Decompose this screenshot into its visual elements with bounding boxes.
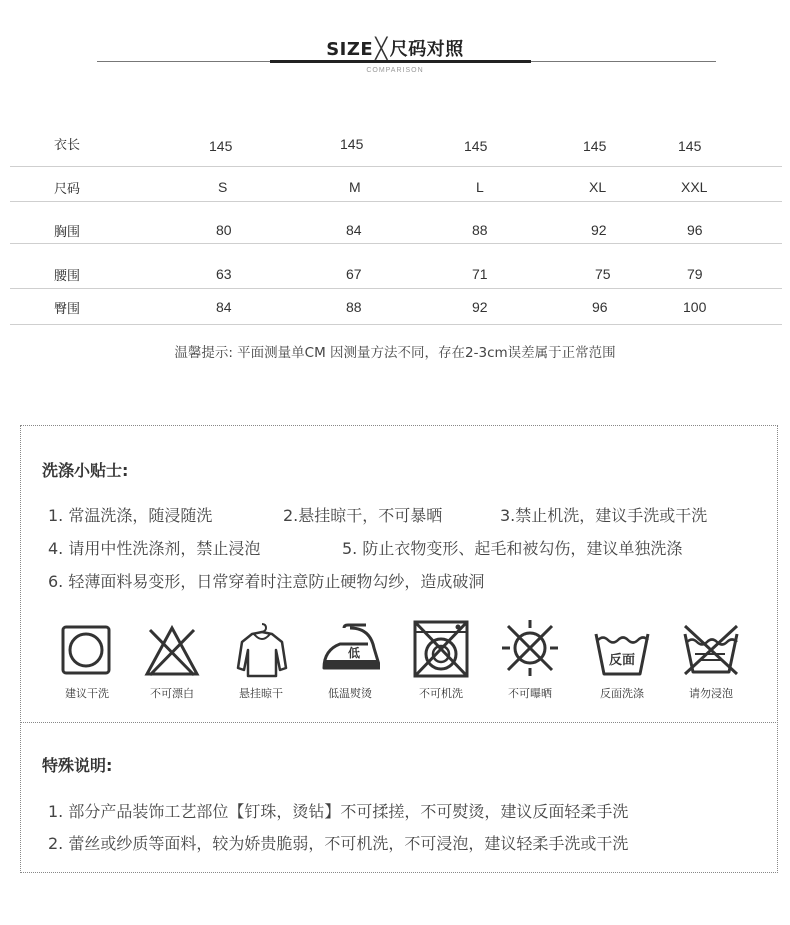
special-title: 特殊说明:	[42, 756, 113, 775]
low-iron-icon	[320, 620, 380, 680]
table-cell: 84	[216, 299, 232, 315]
table-cell: 145	[678, 138, 702, 154]
no-sun-icon	[500, 618, 560, 678]
title-underline-accent	[270, 60, 531, 63]
table-cell: 84	[346, 222, 362, 238]
row-label: 腰围	[54, 269, 81, 284]
table-cell: 71	[472, 266, 488, 282]
hang-dry-icon	[232, 620, 292, 680]
dry-clean-icon	[58, 620, 118, 680]
table-row	[10, 298, 782, 318]
table-cell: XL	[589, 179, 607, 195]
table-divider	[10, 201, 782, 202]
iron-glyph: 低	[347, 646, 361, 660]
wash-inside-out-icon	[592, 622, 652, 682]
table-divider	[10, 166, 782, 167]
table-cell: 88	[472, 222, 488, 238]
table-cell: 88	[346, 299, 362, 315]
table-cell: 67	[346, 266, 362, 282]
title-en: SIZE	[326, 39, 374, 60]
row-label: 臀围	[54, 302, 81, 317]
table-cell: 145	[340, 136, 364, 152]
care-tip: 6. 轻薄面料易变形，日常穿着时注意防止硬物勾纱，造成破洞	[48, 572, 485, 591]
table-cell: 96	[592, 299, 608, 315]
care-tip: 4. 请用中性洗涤剂，禁止浸泡	[48, 539, 261, 558]
table-cell: 63	[216, 266, 232, 282]
table-cell: 100	[683, 299, 707, 315]
special-note: 1. 部分产品装饰工艺部位【钉珠，烫钻】不可揉搓，不可熨烫，建议反面轻柔手洗	[48, 802, 629, 821]
page-title	[0, 35, 790, 61]
special-note: 2. 蕾丝或纱质等面料，较为娇贵脆弱，不可机洗，不可浸泡，建议轻柔手洗或干洗	[48, 834, 629, 853]
table-cell: 80	[216, 222, 232, 238]
care-tip: 5. 防止衣物变形、起毛和被勾伤，建议单独洗涤	[342, 539, 683, 558]
title-cn: 尺码对照	[389, 39, 464, 60]
section-divider	[20, 722, 778, 723]
icon-label: 请勿浸泡	[689, 687, 733, 700]
wash-glyph: 反面	[608, 653, 636, 668]
table-cell: 92	[591, 222, 607, 238]
table-cell: 79	[687, 266, 703, 282]
no-bleach-icon	[142, 620, 202, 680]
table-cell: 145	[209, 138, 233, 154]
row-label: 胸围	[54, 225, 81, 240]
page-subtitle: COMPARISON	[366, 67, 424, 74]
measurement-tip: 温馨提示: 平面测量单CM 因测量方法不同，存在2-3cm误差属于正常范围	[174, 345, 616, 361]
no-machine-wash-icon	[411, 618, 471, 678]
table-cell: S	[218, 179, 228, 195]
title-separator: ╳	[375, 36, 388, 60]
icon-label: 悬挂晾干	[239, 687, 283, 700]
care-tip: 1. 常温洗涤，随浸随洗	[48, 506, 213, 525]
table-cell: 145	[464, 138, 488, 154]
row-label: 尺码	[54, 182, 81, 197]
care-tip: 2.悬挂晾干，不可暴晒	[283, 506, 443, 525]
row-label: 衣长	[54, 138, 81, 153]
no-soak-icon	[681, 620, 741, 680]
table-row	[10, 178, 782, 198]
icon-label: 低温熨烫	[328, 687, 372, 700]
icon-label: 反面洗涤	[600, 687, 644, 700]
table-cell: 96	[687, 222, 703, 238]
care-tip: 3.禁止机洗，建议手洗或干洗	[500, 506, 708, 525]
care-title: 洗涤小贴士:	[42, 461, 129, 480]
table-cell: L	[476, 179, 484, 195]
table-divider	[10, 324, 782, 325]
table-row	[10, 265, 782, 285]
table-row	[10, 221, 782, 241]
table-cell: 145	[583, 138, 607, 154]
table-divider	[10, 243, 782, 244]
table-cell: M	[349, 179, 361, 195]
table-cell: 92	[472, 299, 488, 315]
icon-label: 不可漂白	[150, 687, 194, 700]
icon-label: 不可曝晒	[508, 687, 552, 700]
table-row	[10, 134, 782, 154]
table-cell: XXL	[681, 179, 708, 195]
table-divider	[10, 288, 782, 289]
icon-label: 建议干洗	[65, 687, 109, 700]
icon-label: 不可机洗	[419, 687, 463, 700]
table-cell: 75	[595, 266, 611, 282]
